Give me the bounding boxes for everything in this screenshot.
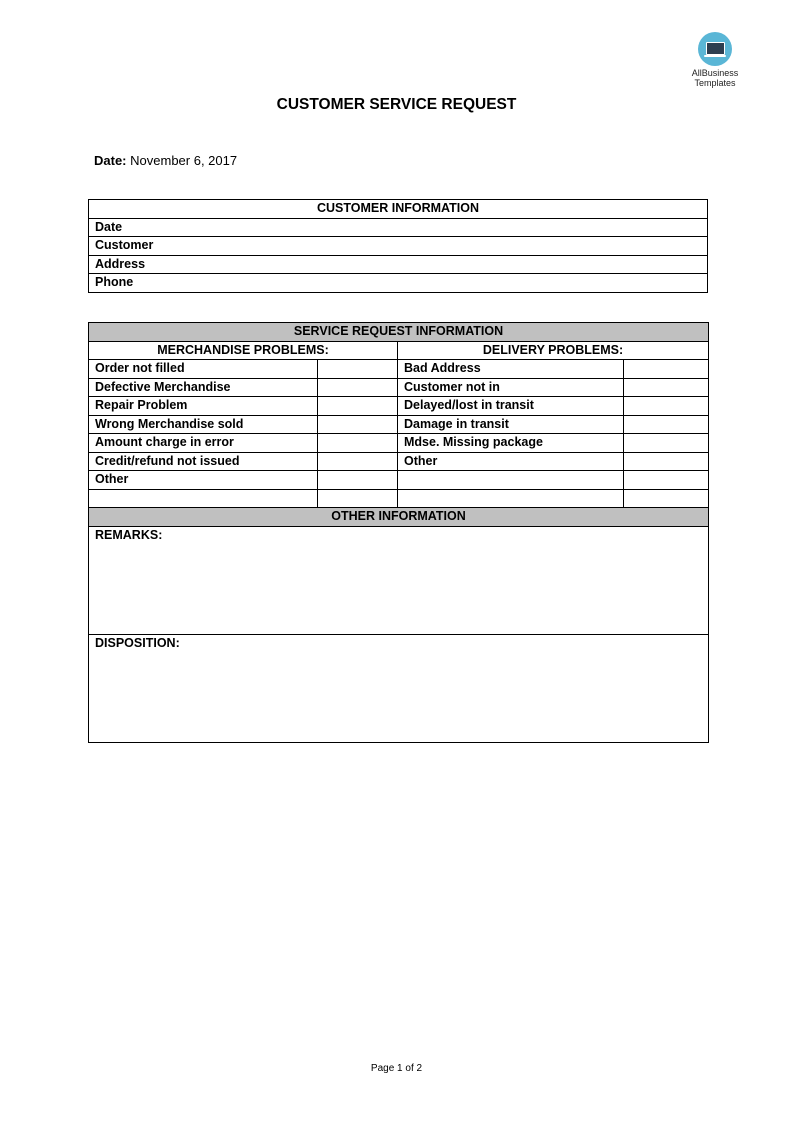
customer-field-customer[interactable]: Customer [89,237,708,256]
remarks-label: REMARKS: [95,527,163,542]
merch-item: Other [89,471,318,490]
delivery-item: Other [398,452,624,471]
customer-information-table [88,199,708,293]
remarks-field[interactable] [89,526,709,634]
merch-check-cell[interactable] [318,471,398,490]
customer-information-header: CUSTOMER INFORMATION [89,200,708,219]
customer-field-phone[interactable]: Phone [89,274,708,293]
delivery-item: Delayed/lost in transit [398,397,624,416]
delivery-check-cell[interactable] [624,489,709,508]
merch-check-cell[interactable] [318,489,398,508]
delivery-check-cell[interactable] [624,397,709,416]
delivery-check-cell[interactable] [624,452,709,471]
delivery-problems-header: DELIVERY PROBLEMS: [398,341,709,360]
delivery-item: Customer not in [398,378,624,397]
merch-check-cell[interactable] [318,378,398,397]
delivery-check-cell[interactable] [624,415,709,434]
logo-text-line1: AllBusiness [691,68,739,78]
delivery-check-cell[interactable] [624,378,709,397]
merch-check-cell[interactable] [318,452,398,471]
delivery-check-cell[interactable] [624,434,709,453]
disposition-field[interactable] [89,634,709,742]
merch-item: Wrong Merchandise sold [89,415,318,434]
date-line [94,153,237,168]
logo-text-line2: Templates [694,78,736,88]
merch-item: Order not filled [89,360,318,379]
merch-check-cell[interactable] [318,360,398,379]
customer-field-address[interactable]: Address [89,255,708,274]
merch-check-cell[interactable] [318,434,398,453]
service-request-header: SERVICE REQUEST INFORMATION [89,323,709,342]
merch-item: Amount charge in error [89,434,318,453]
delivery-item: Damage in transit [398,415,624,434]
delivery-item [398,471,624,490]
delivery-check-cell[interactable] [624,360,709,379]
delivery-item: Mdse. Missing package [398,434,624,453]
customer-field-date[interactable]: Date [89,218,708,237]
service-request-table [88,322,709,743]
date-value: November 6, 2017 [130,153,238,168]
merch-item: Credit/refund not issued [89,452,318,471]
document-title: CUSTOMER SERVICE REQUEST [276,96,517,113]
page-footer: Page 1 of 2 [370,1063,423,1074]
merch-check-cell[interactable] [318,415,398,434]
delivery-item[interactable] [398,489,624,508]
merch-item[interactable] [89,489,318,508]
other-information-header: OTHER INFORMATION [89,508,709,527]
date-label: Date: [94,153,127,168]
disposition-label: DISPOSITION: [95,635,180,650]
merch-item: Repair Problem [89,397,318,416]
delivery-check-cell[interactable] [624,471,709,490]
merchandise-problems-header: MERCHANDISE PROBLEMS: [89,341,398,360]
delivery-item: Bad Address [398,360,624,379]
merch-check-cell[interactable] [318,397,398,416]
laptop-icon [698,32,732,66]
merch-item: Defective Merchandise [89,378,318,397]
brand-logo [686,32,744,88]
